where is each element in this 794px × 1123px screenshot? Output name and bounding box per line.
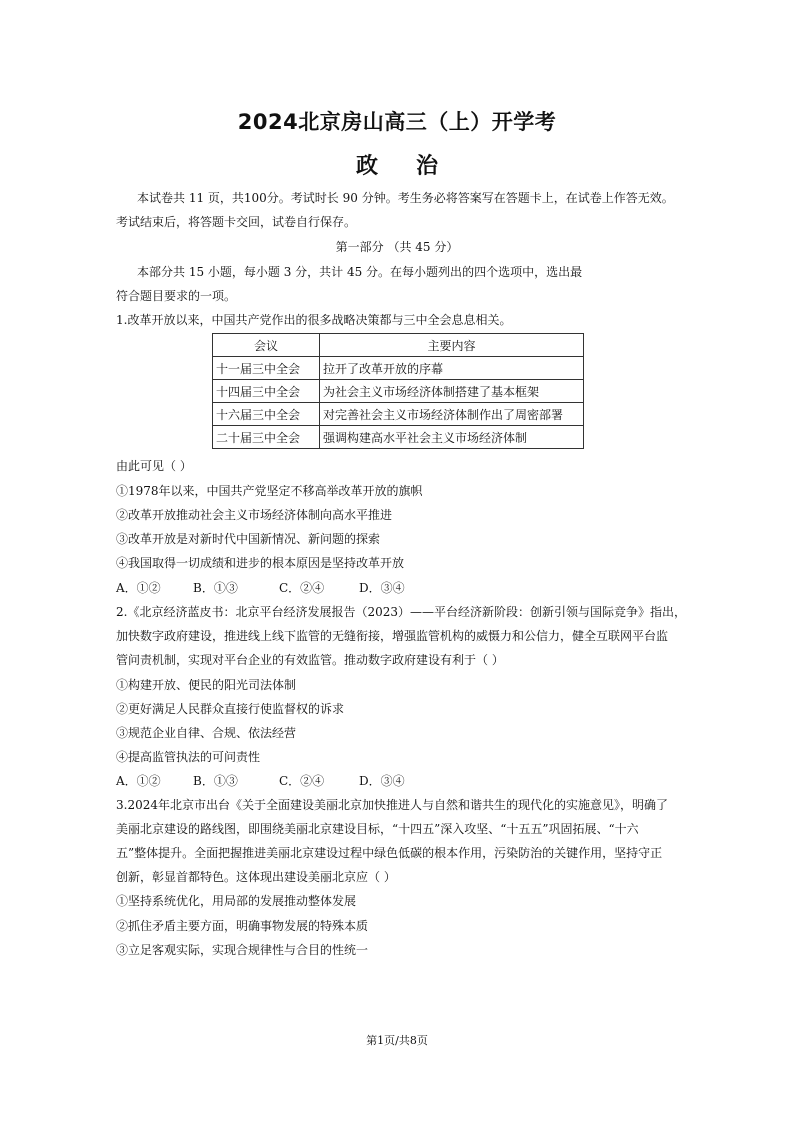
question-1-stem: 1.改革开放以来，中国共产党作出的很多战略决策都与三中全会息息相关。 [116, 313, 512, 327]
table-cell: 十一届三中全会 [213, 357, 320, 380]
statement: ②改革开放推动社会主义市场经济体制向高水平推进 [116, 508, 393, 522]
option-a[interactable]: A．①② [116, 774, 161, 788]
table-cell: 拉开了改革开放的序幕 [320, 357, 584, 380]
option-c[interactable]: C．②④ [279, 581, 325, 595]
question-3-stem: 创新，彰显首都特色。这体现出建设美丽北京应（ ） [116, 870, 396, 884]
statement: ①构建开放、便民的阳光司法体制 [116, 678, 297, 692]
table-row [213, 426, 584, 449]
part-title: 第一部分 （共 45 分） [335, 240, 459, 254]
question-3-stem: 美丽北京建设的路线图，即围绕美丽北京建设目标，“十四五”深入攻坚、“十五五”巩固拓展、“十六 [116, 822, 639, 836]
table-row [213, 403, 584, 426]
table-header-cell: 主要内容 [320, 334, 584, 357]
part-instructions: 本部分共 15 小题，每小题 3 分，共计 45 分。在每小题列出的四个选项中，选出最 [137, 265, 583, 279]
question-2-stem: 2.《北京经济蓝皮书：北京平台经济发展报告（2023）——平台经济新阶段：创新引领与国际竞争》指出， [116, 605, 686, 619]
question-2-stem: 加快数字政府建设，推进线上线下监管的无缝衔接，增强监管机构的威慑力和公信力，健全互联网平台监 [116, 629, 669, 643]
statement: ①坚持系统优化，用局部的发展推动整体发展 [116, 894, 357, 908]
page-footer: 第1页/共8页 [366, 1034, 428, 1047]
subject-title: 政治 [355, 154, 476, 179]
table-cell: 对完善社会主义市场经济体制作出了周密部署 [320, 403, 584, 426]
option-a[interactable]: A．①② [116, 581, 161, 595]
statement: ③规范企业自律、合规、依法经营 [116, 726, 297, 740]
table-cell: 十四届三中全会 [213, 380, 320, 403]
statement: ④我国取得一切成绩和进步的根本原因是坚持改革开放 [116, 556, 405, 570]
option-b[interactable]: B．①③ [193, 581, 238, 595]
table-row [213, 380, 584, 403]
option-c[interactable]: C．②④ [279, 774, 325, 788]
statement: ③改革开放是对新时代中国新情况、新问题的探索 [116, 532, 381, 546]
question-3-stem: 五”整体提升。全面把握推进美丽北京建设过程中绿色低碳的根本作用，污染防治的关键作用，坚持守正 [116, 846, 663, 860]
table-cell: 十六届三中全会 [213, 403, 320, 426]
question-1-prompt: 由此可见（ ） [116, 459, 192, 473]
option-d[interactable]: D．③④ [359, 774, 405, 788]
table-cell: 强调构建高水平社会主义市场经济体制 [320, 426, 584, 449]
question-2-stem: 管问责机制，实现对平台企业的有效监管。推动数字政府建设有利于（ ） [116, 653, 504, 667]
page-title: 2024北京房山高三（上）开学考 [237, 110, 557, 134]
option-d[interactable]: D．③④ [359, 581, 405, 595]
question-1-options [116, 580, 405, 596]
question-2-options [116, 773, 405, 789]
intro-line: 考试结束后，将答题卡交回，试卷自行保存。 [116, 215, 357, 229]
statement: ②抓住矛盾主要方面，明确事物发展的特殊本质 [116, 919, 369, 933]
statement: ①1978年以来，中国共产党坚定不移高举改革开放的旗帜 [116, 484, 423, 498]
statement: ④提高监管执法的可问责性 [116, 750, 261, 764]
table-row [213, 357, 584, 380]
part-instructions: 符合题目要求的一项。 [116, 289, 237, 303]
table-cell: 二十届三中全会 [213, 426, 320, 449]
table-header-row [213, 334, 584, 357]
statement: ②更好满足人民群众直接行使监督权的诉求 [116, 702, 345, 716]
option-b[interactable]: B．①③ [193, 774, 238, 788]
table-header-cell: 会议 [213, 334, 320, 357]
question-1-table [212, 333, 584, 449]
question-3-stem: 3.2024年北京市出台《关于全面建设美丽北京加快推进人与自然和谐共生的现代化的实施意见》，明确了 [116, 798, 668, 812]
table-cell: 为社会主义市场经济体制搭建了基本框架 [320, 380, 584, 403]
statement: ③立足客观实际，实现合规律性与合目的性统一 [116, 943, 369, 957]
intro-line: 本试卷共 11 页，共100分。考试时长 90 分钟。考生务必将答案写在答题卡上，在试卷上作答无效。 [137, 191, 674, 205]
